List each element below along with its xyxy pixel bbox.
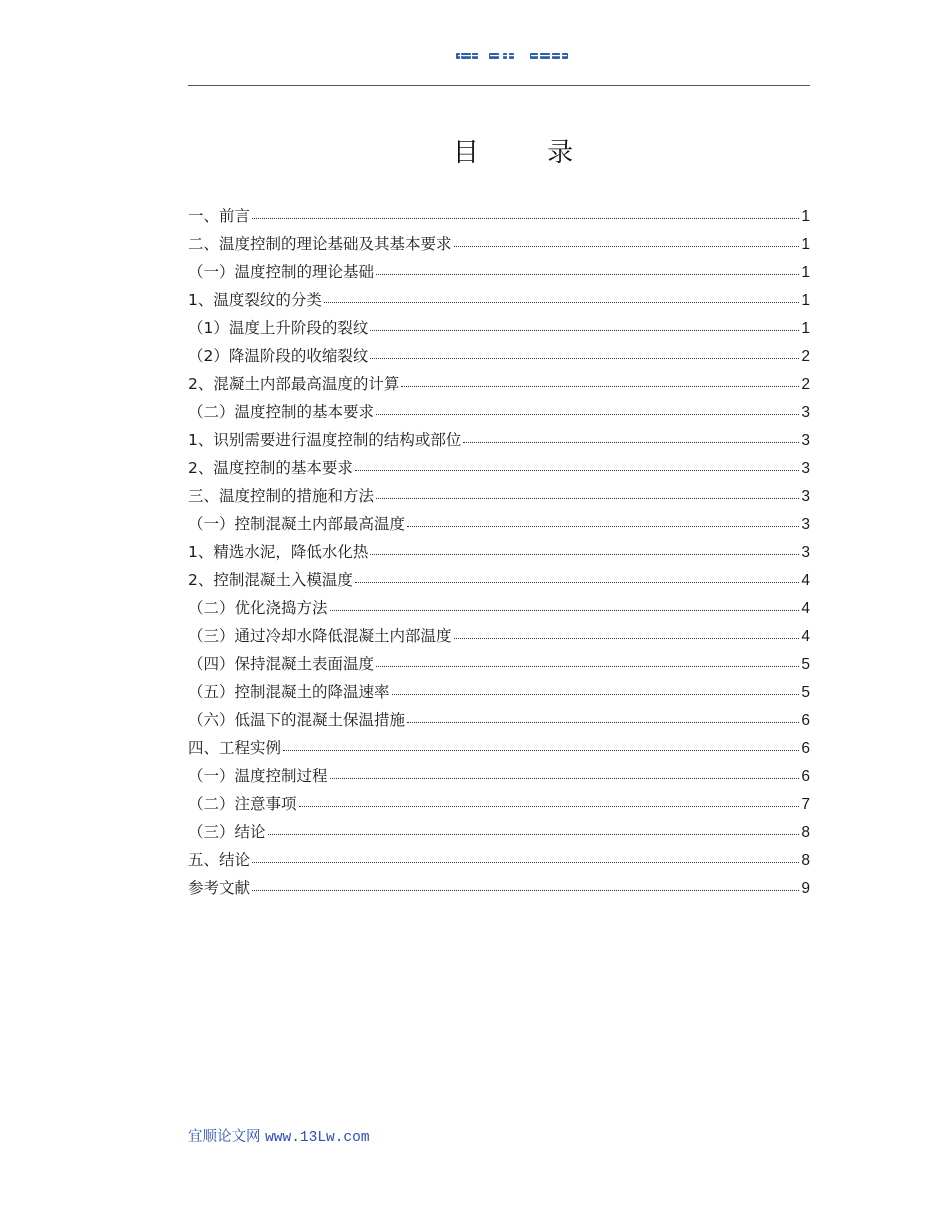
toc-dot-leader	[376, 665, 799, 667]
toc-entry[interactable]	[188, 426, 810, 454]
toc-entry-page-number: 6	[801, 740, 810, 757]
toc-dot-leader	[330, 609, 800, 611]
toc-dot-leader	[376, 273, 799, 275]
toc-dot-leader	[252, 861, 799, 863]
toc-entry-label: 五、结论	[188, 851, 251, 869]
toc-dot-leader	[355, 581, 800, 583]
toc-dot-leader	[252, 889, 799, 891]
toc-entry-page-number: 3	[801, 544, 810, 561]
toc-entry-label: 三、温度控制的措施和方法	[188, 487, 375, 505]
toc-entry-page-number: 3	[801, 460, 810, 477]
toc-entry[interactable]	[188, 370, 810, 398]
toc-entry[interactable]	[188, 846, 810, 874]
toc-dot-leader	[454, 245, 800, 247]
toc-entry-page-number: 1	[801, 264, 810, 281]
toc-entry-page-number: 1	[801, 208, 810, 225]
toc-entry[interactable]	[188, 790, 810, 818]
toc-entry[interactable]	[188, 650, 810, 678]
toc-entry-page-number: 1	[801, 292, 810, 309]
toc-dot-leader	[370, 329, 799, 331]
toc-entry-label: 1、识别需要进行温度控制的结构或部位	[188, 431, 462, 449]
toc-entry[interactable]	[188, 342, 810, 370]
toc-entry-page-number: 3	[801, 488, 810, 505]
site-logo-icon	[454, 50, 574, 62]
toc-entry-page-number: 2	[801, 348, 810, 365]
toc-dot-leader	[299, 805, 800, 807]
toc-dot-leader	[407, 525, 799, 527]
toc-entry[interactable]	[188, 762, 810, 790]
toc-entry-label: （五）控制混凝土的降温速率	[188, 683, 390, 701]
toc-dot-leader	[463, 441, 799, 443]
toc-entry[interactable]	[188, 594, 810, 622]
toc-entry-page-number: 5	[801, 684, 810, 701]
toc-entry-page-number: 4	[801, 600, 810, 617]
toc-dot-leader	[268, 833, 800, 835]
toc-entry-label: 2、温度控制的基本要求	[188, 459, 353, 477]
toc-entry[interactable]	[188, 510, 810, 538]
toc-dot-leader	[392, 693, 800, 695]
toc-entry-label: （2）降温阶段的收缩裂纹	[188, 347, 369, 365]
toc-entry-page-number: 4	[801, 628, 810, 645]
toc-entry-page-number: 5	[801, 656, 810, 673]
toc-entry[interactable]	[188, 314, 810, 342]
toc-entry[interactable]	[188, 706, 810, 734]
toc-dot-leader	[454, 637, 800, 639]
footer-site-link[interactable]	[188, 1125, 370, 1146]
footer-url[interactable]: www.13Lw.com	[265, 1130, 370, 1146]
toc-entry[interactable]	[188, 622, 810, 650]
toc-entry-label: 二、温度控制的理论基础及其基本要求	[188, 235, 452, 253]
header-divider	[188, 85, 810, 86]
toc-dot-leader	[355, 469, 800, 471]
toc-entry-page-number: 7	[801, 796, 810, 813]
toc-title: 目 录	[452, 138, 604, 169]
toc-entry[interactable]	[188, 874, 810, 902]
toc-dot-leader	[401, 385, 799, 387]
toc-entry-label: （一）控制混凝土内部最高温度	[188, 515, 406, 533]
table-of-contents	[188, 202, 810, 902]
toc-entry-label: 2、控制混凝土入模温度	[188, 571, 353, 589]
toc-entry-label: 一、前言	[188, 207, 251, 225]
toc-entry-label: （二）温度控制的基本要求	[188, 403, 375, 421]
toc-entry-label: （二）注意事项	[188, 795, 297, 813]
toc-dot-leader	[330, 777, 800, 779]
toc-entry-page-number: 8	[801, 852, 810, 869]
toc-dot-leader	[376, 497, 799, 499]
toc-entry-page-number: 1	[801, 236, 810, 253]
toc-dot-leader	[407, 721, 799, 723]
toc-entry-label: （二）优化浇捣方法	[188, 599, 328, 617]
toc-dot-leader	[376, 413, 799, 415]
toc-entry-label: 1、温度裂纹的分类	[188, 291, 322, 309]
toc-entry-label: 1、精选水泥，降低水化热	[188, 543, 369, 561]
toc-entry-page-number: 2	[801, 376, 810, 393]
toc-entry-page-number: 3	[801, 404, 810, 421]
toc-entry-page-number: 3	[801, 516, 810, 533]
toc-entry-label: 参考文献	[188, 879, 251, 897]
toc-dot-leader	[283, 749, 799, 751]
toc-entry-page-number: 6	[801, 768, 810, 785]
toc-entry-page-number: 3	[801, 432, 810, 449]
toc-dot-leader	[370, 553, 799, 555]
toc-entry-page-number: 8	[801, 824, 810, 841]
toc-entry[interactable]	[188, 482, 810, 510]
toc-entry-label: （三）结论	[188, 823, 266, 841]
toc-entry-label: （六）低温下的混凝土保温措施	[188, 711, 406, 729]
toc-entry-page-number: 1	[801, 320, 810, 337]
toc-entry-label: （一）温度控制的理论基础	[188, 263, 375, 281]
toc-entry-label: 四、工程实例	[188, 739, 282, 757]
toc-entry[interactable]	[188, 818, 810, 846]
toc-entry-label: （1）温度上升阶段的裂纹	[188, 319, 369, 337]
toc-entry-label: （四）保持混凝土表面温度	[188, 655, 375, 673]
toc-entry[interactable]	[188, 202, 810, 230]
toc-entry-page-number: 4	[801, 572, 810, 589]
toc-dot-leader	[370, 357, 799, 359]
toc-entry[interactable]	[188, 258, 810, 286]
toc-entry[interactable]	[188, 566, 810, 594]
toc-entry[interactable]	[188, 454, 810, 482]
toc-entry[interactable]	[188, 734, 810, 762]
toc-entry-label: 2、混凝土内部最高温度的计算	[188, 375, 400, 393]
toc-entry[interactable]	[188, 538, 810, 566]
toc-entry[interactable]	[188, 398, 810, 426]
toc-entry-page-number: 6	[801, 712, 810, 729]
toc-dot-leader	[252, 217, 799, 219]
toc-entry[interactable]	[188, 230, 810, 258]
toc-entry[interactable]	[188, 678, 810, 706]
toc-dot-leader	[324, 301, 800, 303]
footer-site-name[interactable]: 宜顺论文网	[188, 1129, 261, 1145]
toc-entry-label: （一）温度控制过程	[188, 767, 328, 785]
toc-entry-label: （三）通过冷却水降低混凝土内部温度	[188, 627, 452, 645]
toc-entry[interactable]	[188, 286, 810, 314]
toc-entry-page-number: 9	[801, 880, 810, 897]
